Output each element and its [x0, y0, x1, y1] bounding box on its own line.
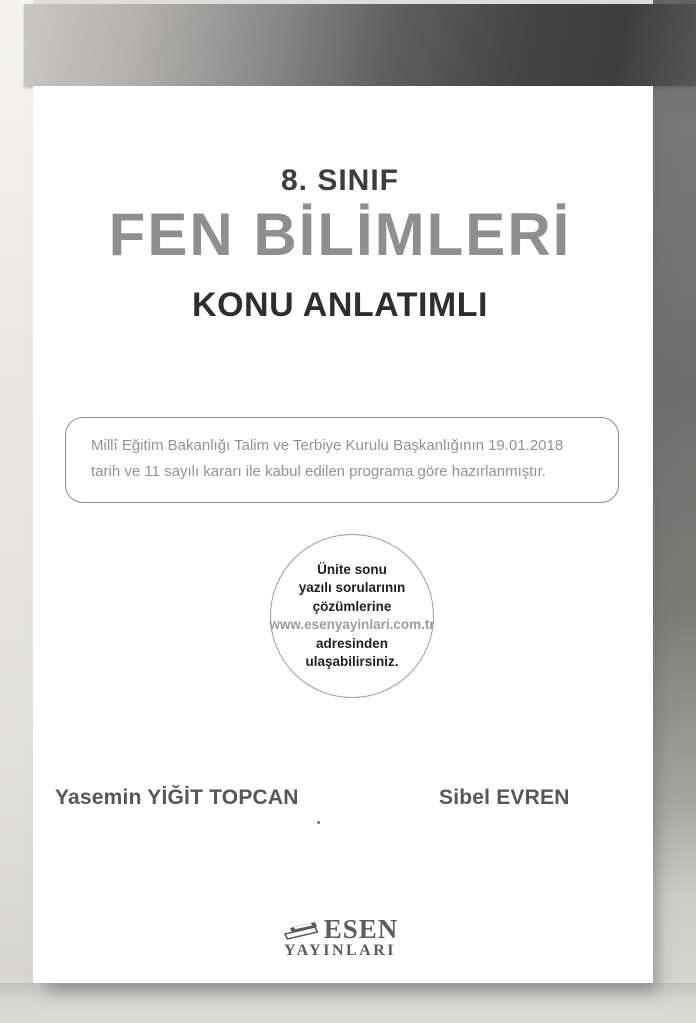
- web-note-line: yazılı sorularının: [298, 580, 406, 595]
- book-cover-page: [33, 86, 653, 983]
- approval-note-text: Millî Eğitim Bakanlığı Talim ve Terbiye Kurulu Başkanlığının 19.01.2018 tarih ve 11 sayılı kararı ile kabul edilen programa göre hazırlanmıştır.: [91, 437, 564, 480]
- scan-speck: [317, 821, 320, 824]
- publisher-subname: YAYINLARI: [283, 942, 396, 959]
- book-title: FEN BİLİMLERİ: [108, 201, 572, 268]
- website-url: www.esenyayinlari.com.tr: [269, 617, 435, 632]
- web-note-line: Ünite sonu: [317, 561, 387, 577]
- scan-left-strip: [0, 0, 33, 1023]
- scan-top-band: [24, 4, 696, 86]
- publisher-logo: [33, 914, 647, 960]
- publisher-logo-row: [282, 914, 399, 945]
- web-note-line: çözümlerine: [312, 598, 392, 614]
- books-icon: [282, 916, 324, 944]
- web-note-line: adresinden: [315, 635, 389, 651]
- scan-right-strip: [653, 0, 696, 1023]
- author-primary: Yasemin YİĞİT TOPCAN: [55, 786, 299, 809]
- web-note-circle: [270, 534, 434, 698]
- author-secondary: Sibel EVREN: [439, 786, 570, 809]
- approval-note-box: [65, 417, 619, 503]
- publisher-name: ESEN: [323, 914, 399, 944]
- scan-bottom-shade: [0, 983, 696, 1023]
- grade-label: 8. SINIF: [280, 164, 400, 197]
- book-subtitle: KONU ANLATIMLI: [192, 286, 488, 324]
- web-note-line: ulaşabilirsiniz.: [305, 654, 399, 669]
